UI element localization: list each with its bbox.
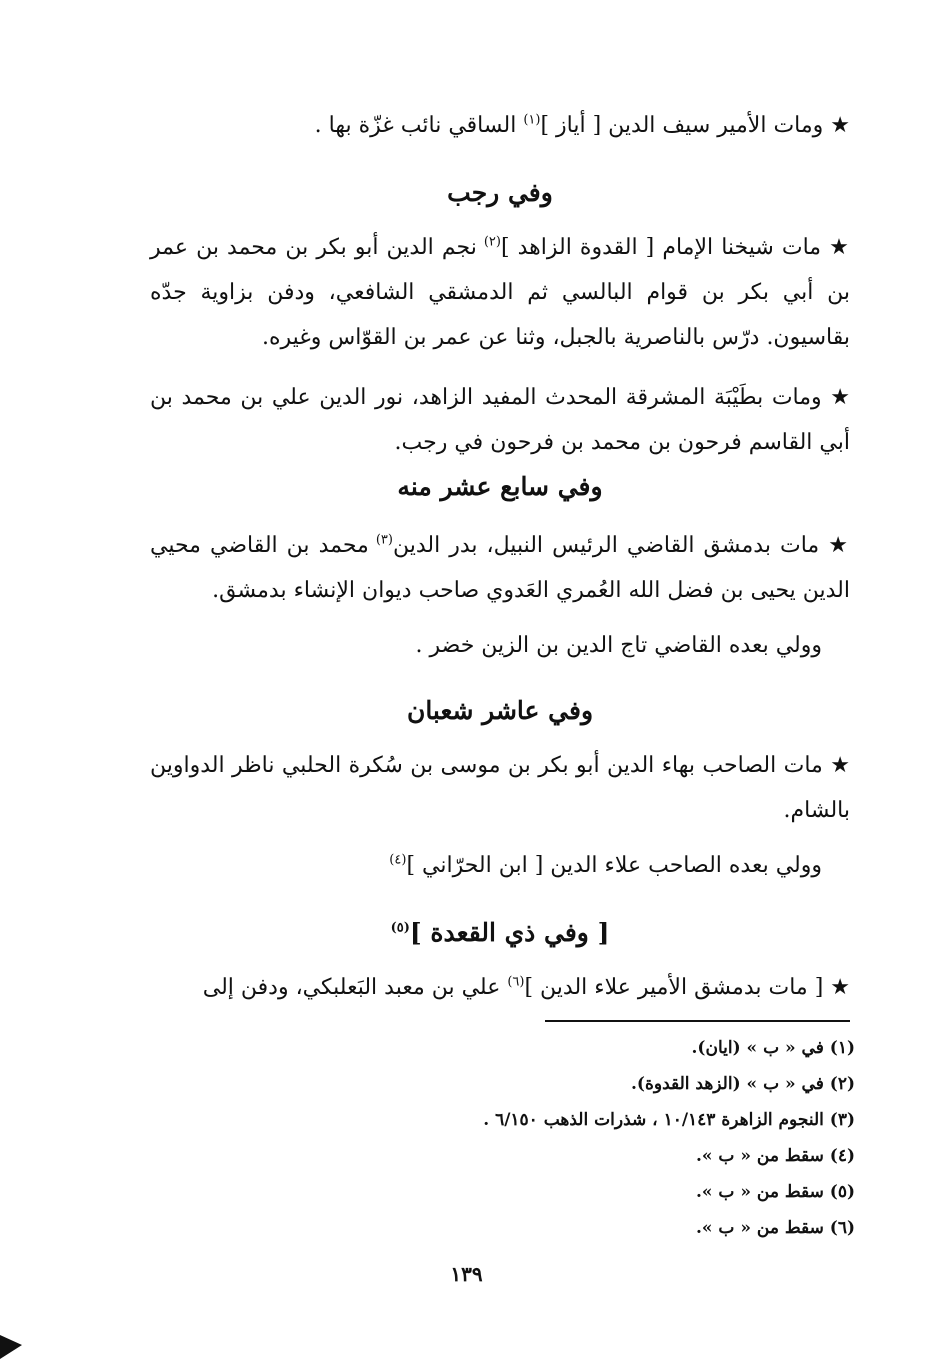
scan-edge-mark (0, 1335, 22, 1359)
entry-text: علي بن معبد البَعلبكي، ودفن إلى (202, 975, 508, 1000)
footnote-4: (٤) سقط من « ب ». (695, 1146, 855, 1166)
footnote-6: (٦) سقط من « ب ». (695, 1218, 855, 1238)
footnote-ref: (١) (523, 112, 541, 128)
entry-baha-al-din (150, 743, 850, 833)
entry-text: ★ مات الصاحب بهاء الدين أبو بكر بن موسى بن سُكرة الحلبي ناظر الدواوين بالشام. (150, 753, 850, 823)
section-heading-rajab: وفي رجب (447, 178, 553, 207)
entry-taj-al-din (150, 623, 850, 668)
footnote-1: (١) في « ب » (ايان). (691, 1038, 855, 1058)
section-heading-shaban: وفي عاشر شعبان (406, 696, 594, 725)
section-heading-17th: وفي سابع عشر منه (397, 472, 603, 501)
entry-badr-al-din (150, 523, 850, 613)
entry-text: ★ ومات الأمير سيف الدين [ أياز ] (540, 113, 850, 138)
footnote-ref: (٤) (389, 852, 407, 868)
entry-ayaz (150, 103, 850, 148)
footnote-ref: (٢) (483, 234, 501, 250)
entry-nur-al-din (150, 375, 850, 465)
footnote-ref: (٥) (390, 920, 410, 936)
footnote-2: (٢) في « ب » (الزهد القدوة). (630, 1074, 855, 1094)
footnote-5: (٥) سقط من « ب ». (695, 1182, 855, 1202)
entry-text: وولي بعده الصاحب علاء الدين [ ابن الحرّاني ] (406, 853, 822, 878)
entry-text: ★ [ مات بدمشق الأمير علاء الدين ] (524, 975, 850, 1000)
heading-text: [ وفي ذي القعدة ] (409, 918, 610, 947)
entry-najm-al-din (150, 225, 850, 360)
entry-ali-ibn-mabad (150, 965, 850, 1010)
entry-text: محمد بن القاضي محيي الدين يحيى بن فضل الله العُمري العَدوي صاحب ديوان الإنشاء بدمشق. (150, 533, 850, 603)
footnote-ref: (٣) (375, 532, 393, 548)
footnote-ref: (٦) (507, 974, 525, 990)
entry-text: ★ مات بدمشق القاضي الرئيس النبيل، بدر الدين (392, 533, 850, 558)
entry-text: نجم الدين أبو بكر بن محمد بن عمر بن أبي بكر بن قوام البالسي ثم الدمشقي الشافعي، ودفن بزاوية جدّه بقاسيون. درّس بالناصرية بالجبل، وثنا عن عمر بن القوّاس وغيره. (150, 235, 850, 350)
entry-text: ★ مات شيخنا الإمام [ القدوة الزاهد ] (500, 235, 850, 260)
footnote-divider (545, 1020, 850, 1022)
footnotes (400, 1030, 855, 1246)
page-number: ١٣٩ (450, 1262, 483, 1286)
entry-text: الساقي نائب غزّة بها . (314, 113, 524, 138)
entry-text: ★ ومات بطَيْبَة المشرقة المحدث المفيد الزاهد، نور الدين علي بن محمد بن أبي القاسم فرحون بن محمد بن فرحون في رجب. (150, 385, 850, 455)
entry-text: وولي بعده القاضي تاج الدين بن الزين خضر . (415, 633, 822, 658)
entry-ala-al-din-harrani (150, 843, 850, 888)
footnote-3: (٣) النجوم الزاهرة ١٠/١٤٣ ، شذرات الذهب ٦/١٥٠ . (483, 1110, 855, 1130)
section-heading-dhul-qada (150, 913, 850, 953)
